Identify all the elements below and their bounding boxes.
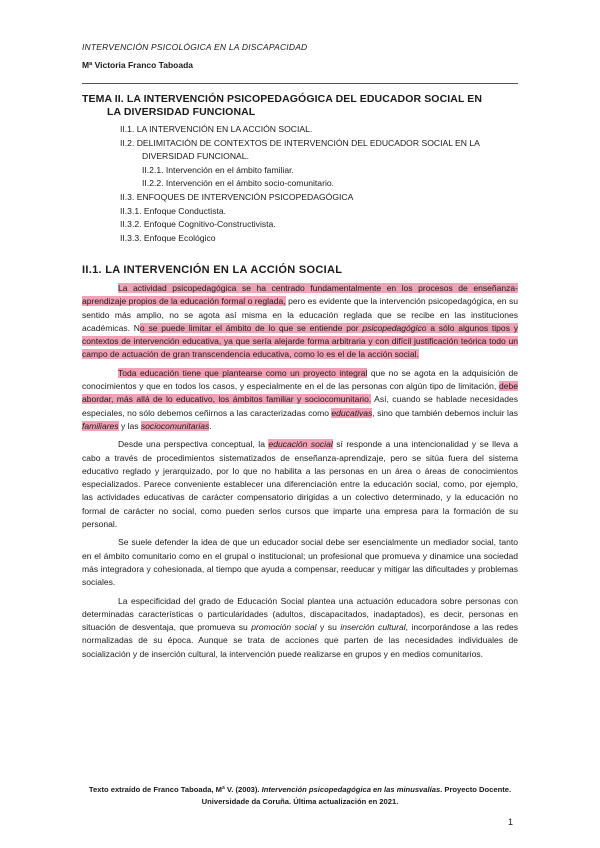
section-heading: II.1. LA INTERVENCIÓN EN LA ACCIÓN SOCIAL (82, 264, 343, 276)
body-text (82, 282, 518, 666)
paragraph: Desde una perspectiva conceptual, la educación social sí responde a una intencionalidad y se lleva a cabo a través de procedimientos sistematizados de enseñanza-aprendizaje, pero se sitúa fuera del sistema educativo reglado y jerarquizado, por lo que no habilita a las personas en un área o áreas de conocimientos especializados. Parece conveniente establecer una diferenciación entre la educación social, como, por ejemplo, las actividades educativas de carácter compensatorio dirigidas a un colectivo determinado, y la educación no formal de carácter no social, como pueden serlos cursos que imparte una empresa para la formación de su personal. (82, 439, 518, 530)
header-divider (82, 83, 518, 84)
paragraph: La actividad psicopedagógica se ha centrado fundamentalmente en los procesos de enseñanza-aprendizaje propios de la educación formal o reglada, pero es evidente que la intervención psicopedagógica, en su sentido más amplio, no se agota así misma en la educación reglada que se recibe en las instituciones académicas. No se puede limitar el ámbito de lo que se entiende por psicopedagógico a sólo algunos tipos y contextos de intervención educativa, ya que sería alejarde forma arbitraria y con difícil justificación teórica todo un campo de actuación de gran transcendencia educativa, como lo es el de la acción social. (82, 283, 519, 360)
highlight: educación social (268, 439, 333, 450)
highlight: familiares (82, 420, 119, 431)
paragraph: La especificidad del grado de Educación Social plantea una actuación educadora sobre personas con determinadas características o particularidades (adultos, discapacitados, inadaptados), es decir, personas en situación de desventaja, que promueva su promoción social y su inserción cultural, incorporándose a las redes normalizadas de su época. Aunque se trata de acciones que parten de las necesidades individuales de socialización y de inserción cultural, la intervención puede realizarse en grupos y en medios comunitarios. (82, 595, 518, 659)
running-header-title: INTERVENCIÓN PSICOLÓGICA EN LA DISCAPACIDAD (82, 42, 308, 52)
highlight: psicopedagógico (362, 322, 427, 333)
chapter-title-line-1: TEMA II. LA INTERVENCIÓN PSICOPEDAGÓGICA DEL EDUCADOR SOCIAL EN (82, 93, 483, 105)
toc-item: II.2.1. Intervención en el ámbito familiar. (142, 164, 294, 175)
toc-item: II.2.2. Intervención en el ámbito socio-comunitario. (142, 178, 335, 189)
highlight: o se puede limitar el ámbito de lo que se entiende por (139, 322, 363, 333)
paragraph: Toda educación tiene que plantearse como un proyecto integral que no se agota en la adquisición de conocimientos y que en todos los casos, y especialmente en el de las personas con algún tipo de limitación, debe abordar, más allá de lo educativo, los ámbitos familiar y sociocomunitario. Así, cuando se hablade necesidades especiales, no sólo debemos ceñirnos a las caracterizadas como educativas, sino que también debemos incluir las familiares y las sociocomunitarias. (82, 367, 518, 431)
toc-item: II.3.3. Enfoque Ecológico (120, 232, 216, 243)
chapter-title (82, 93, 518, 119)
running-header-author: Mª Victoria Franco Taboada (82, 60, 193, 70)
footer-citation: Texto extraído de Franco Taboada, Mª V. (2003). Intervención psicopedagógica en las minusvalías. Proyecto Docente. Universidade da Coruña. Última actualización en 2021. (88, 785, 512, 806)
toc-item: II.3.1. Enfoque Conductista. (120, 205, 227, 216)
page-number: 1 (508, 817, 514, 827)
toc-item: II.3.2. Enfoque Cognitivo-Constructivista. (120, 219, 276, 230)
toc-item: II.2. DELIMITACIÓN DE CONTEXTOS DE INTERVENCIÓN DEL EDUCADOR SOCIAL EN LA (120, 137, 480, 148)
highlight: debe abordar, más allá de lo educativo, los ámbitos familiar y sociocomunitario. (82, 381, 518, 405)
toc-item: II.3. ENFOQUES DE INTERVENCIÓN PSICOPEDAGÓGICA (120, 191, 354, 202)
highlight: La actividad psicopedagógica se ha centrado fundamentalmente en los procesos de enseñanza-aprendizaje propios de la educación formal o reglada, (82, 283, 518, 307)
paragraph: Se suele defender la idea de que un educador social debe ser esencialmente un mediador social, tanto en el ámbito comunitario como en el grupal o institucional; un profesional que promueva y dinamice una sociedad más integradora y cohesionada, al tiempo que ayuda a compensar, reeducar y mitigar las dificultades y problemas sociales. (82, 537, 518, 588)
table-of-contents (120, 123, 520, 245)
chapter-title-line-2: LA DIVERSIDAD FUNCIONAL (107, 106, 256, 118)
highlight: Toda educación tiene que plantearse como un proyecto integral (118, 367, 368, 378)
highlight: sociocomunitarias (140, 420, 210, 431)
highlight: educativas (331, 407, 373, 418)
toc-item: DIVERSIDAD FUNCIONAL. (142, 151, 249, 162)
highlight: a sólo algunos tipos y contextos de intervención educativa, ya que sería alejarde forma arbitraria y con difícil justificación teórica todo un campo de actuación de gran transcendencia educativa, como lo es el de la acción social. (82, 322, 519, 360)
toc-item: II.1. LA INTERVENCIÓN EN LA ACCIÓN SOCIAL. (120, 124, 313, 134)
